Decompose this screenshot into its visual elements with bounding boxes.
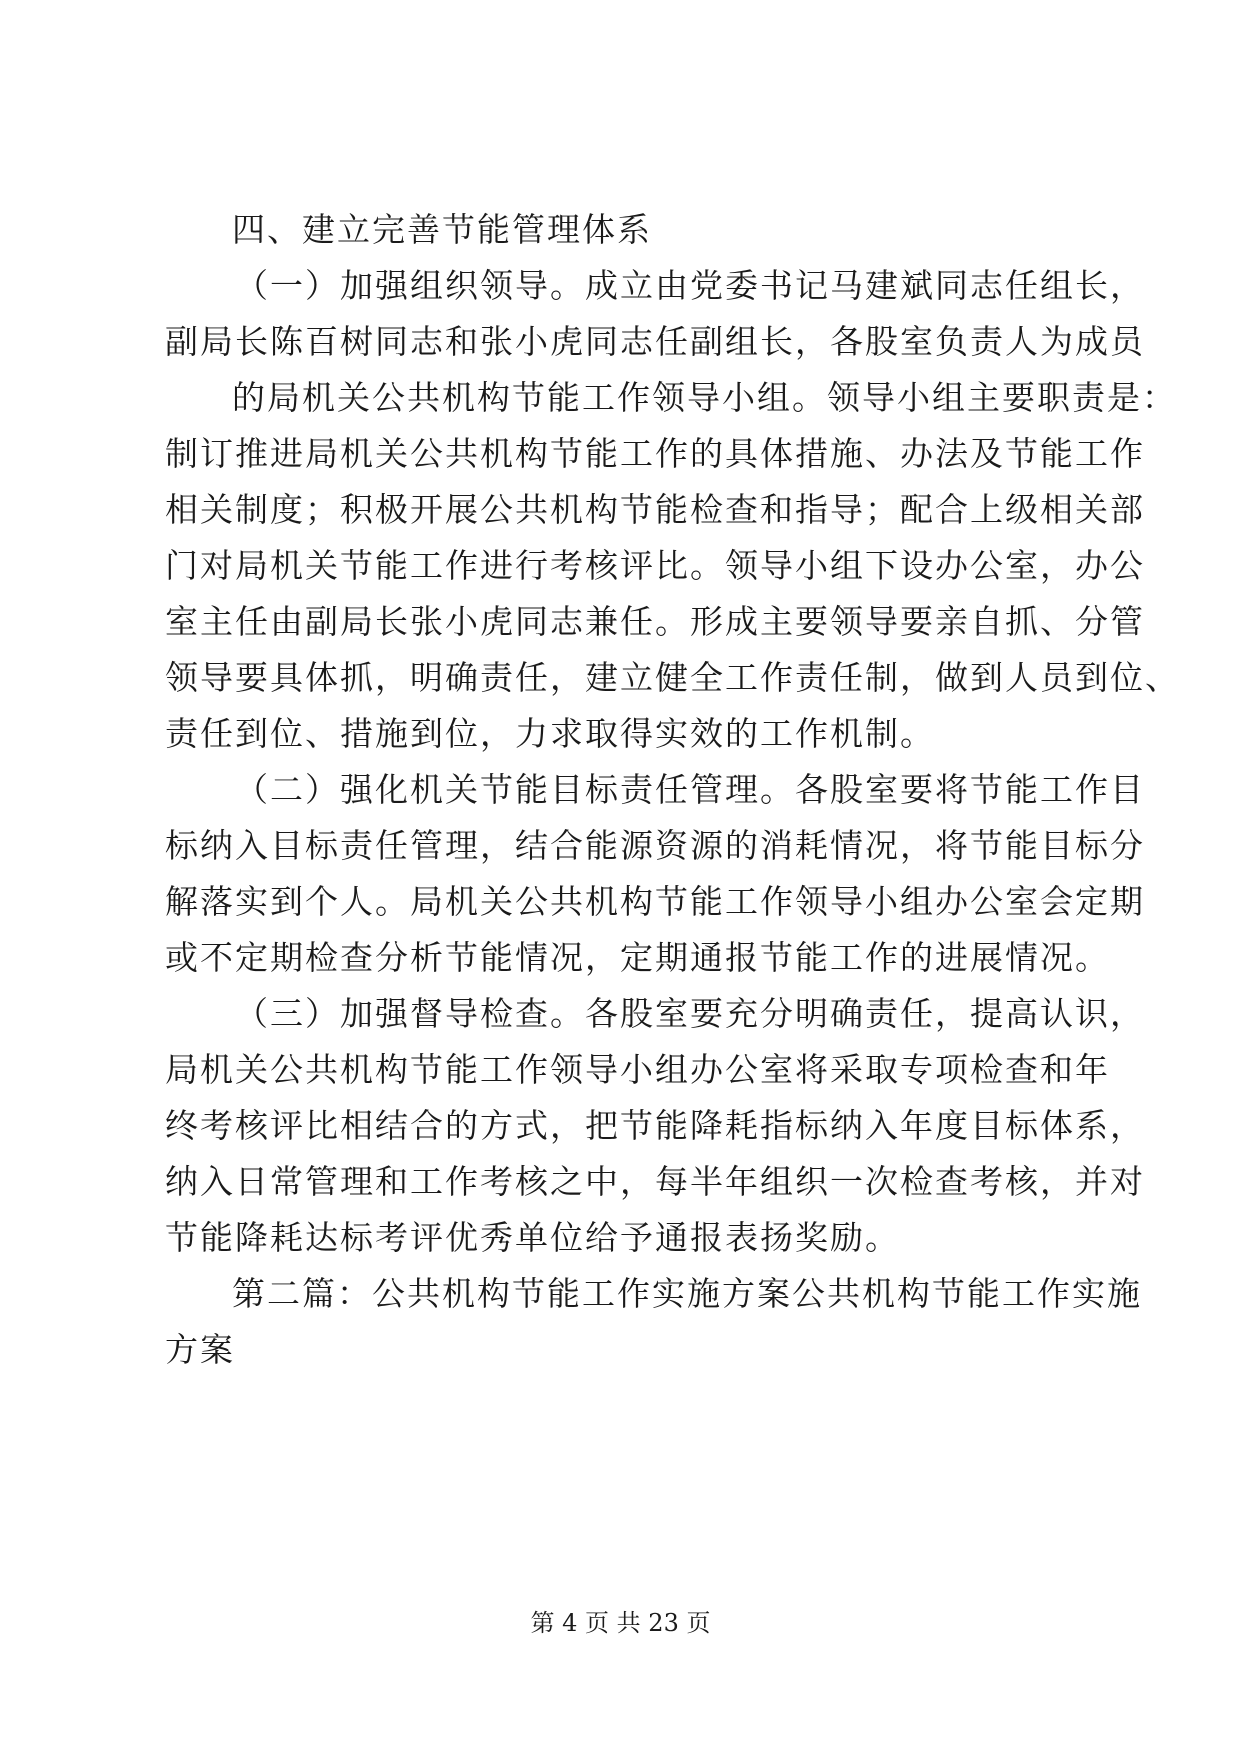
paragraph-line: 相关制度；积极开展公共机构节能检查和指导；配合上级相关部 [165,490,1145,529]
paragraph-line: 领导要具体抓，明确责任，建立健全工作责任制，做到人员到位、 [165,658,1180,697]
paragraph-line: 责任到位、措施到位，力求取得实效的工作机制。 [165,714,935,753]
paragraph-line: 制订推进局机关公共机构节能工作的具体措施、办法及节能工作 [165,434,1145,473]
paragraph-line: （一）加强组织领导。成立由党委书记马建斌同志任组长， [235,266,1145,305]
paragraph-line: 门对局机关节能工作进行考核评比。领导小组下设办公室，办公 [165,546,1145,585]
paragraph-line: 副局长陈百树同志和张小虎同志任副组长，各股室负责人为成员 [165,322,1145,361]
paragraph-line: （二）强化机关节能目标责任管理。各股室要将节能工作目 [235,770,1145,809]
chapter-heading-continued: 方案 [165,1330,235,1369]
paragraph-line: 纳入日常管理和工作考核之中，每半年组织一次检查考核，并对 [165,1162,1145,1201]
page-footer: 第 4 页 共 23 页 [530,1609,711,1637]
paragraph-line: 或不定期检查分析节能情况，定期通报节能工作的进展情况。 [165,938,1110,977]
paragraph-line: 解落实到个人。局机关公共机构节能工作领导小组办公室会定期 [165,882,1145,921]
chapter-heading: 第二篇：公共机构节能工作实施方案公共机构节能工作实施 [232,1274,1142,1313]
section-heading: 四、建立完善节能管理体系 [232,210,652,249]
paragraph-line: 标纳入目标责任管理，结合能源资源的消耗情况，将节能目标分 [165,826,1145,865]
paragraph-line: 的局机关公共机构节能工作领导小组。领导小组主要职责是： [232,378,1177,417]
paragraph-line: （三）加强督导检查。各股室要充分明确责任，提高认识， [235,994,1145,1033]
paragraph-line: 室主任由副局长张小虎同志兼任。形成主要领导要亲自抓、分管 [165,602,1145,641]
paragraph-line: 节能降耗达标考评优秀单位给予通报表扬奖励。 [165,1218,900,1257]
paragraph-line: 终考核评比相结合的方式，把节能降耗指标纳入年度目标体系， [165,1106,1145,1145]
paragraph-line: 局机关公共机构节能工作领导小组办公室将采取专项检查和年 [165,1050,1110,1089]
